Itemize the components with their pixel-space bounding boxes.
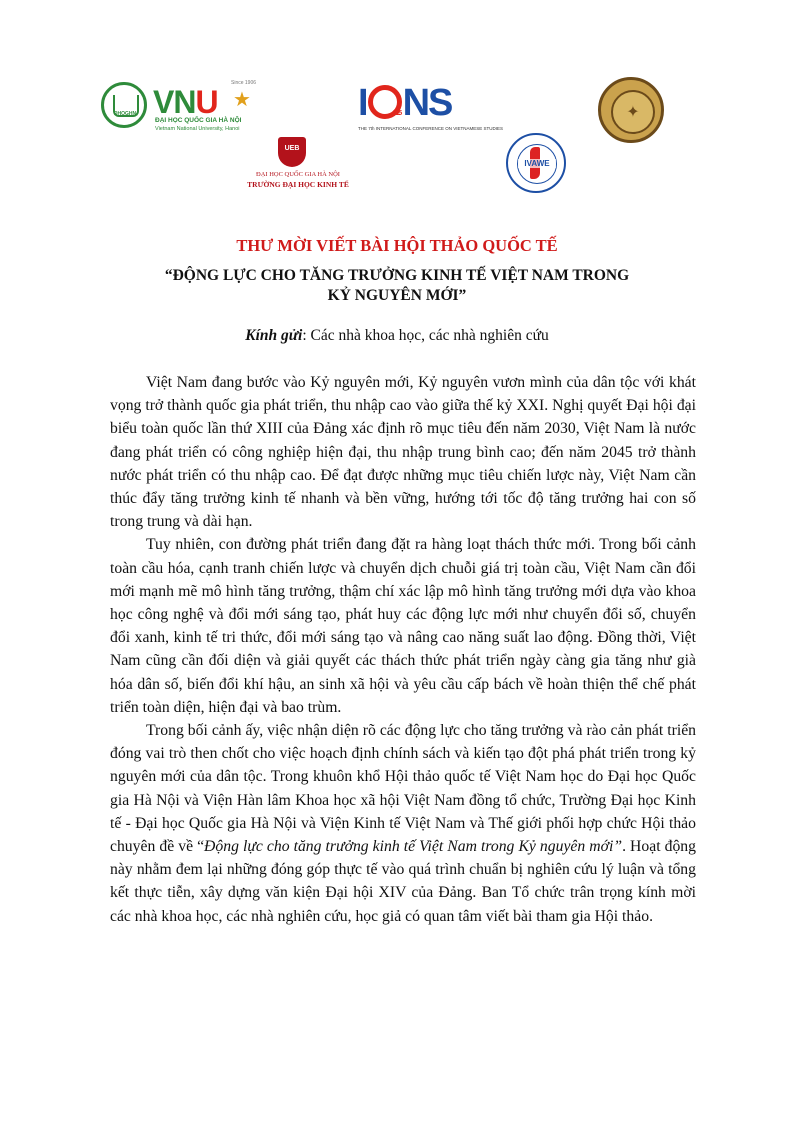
ivawe-text: IVAWE [518,159,556,168]
vnu-name-en: Vietnam National University, Hanoi [155,126,240,132]
letter-body [110,371,696,928]
icvns-wordmark: I 2025 NS [358,82,452,124]
vnu-wordmark: VNU [153,84,218,120]
icvns-tagline: THE 7th INTERNATIONAL CONFERENCE ON VIETNAMESE STUDIES [358,126,504,131]
vnu-name-vi: ĐẠI HỌC QUỐC GIA HÀ NỘI [155,117,242,124]
conference-theme-line1: “ĐỘNG LỰC CHO TĂNG TRƯỞNG KINH TẾ VIỆT NAM TRONG [164,267,630,284]
vnu-emblem-text: ĐHQGHN [113,111,137,117]
page-title: THƯ MỜI VIẾT BÀI HỘI THẢO QUỐC TẾ [236,236,558,255]
ueb-logo [238,137,358,187]
ueb-parent-name: ĐẠI HỌC QUỐC GIA HÀ NỘI [256,171,340,178]
theme-italic: Động lực cho tăng trưởng kinh tế Việt Nam trong Kỷ nguyên mới” [204,838,623,856]
paragraph-3: Trong bối cảnh ấy, việc nhận diện rõ các động lực cho tăng trưởng và rào cản phát triển đóng vai trò then chốt cho việc hoạch định chính sách và kiến tạo đột phá phát triển trong kỷ nguyên mới của dân tộc. Trong khuôn khổ Hội thảo quốc tế Việt Nam học do Đại học Quốc gia Hà Nội và Viện Hàn lâm Khoa học xã hội Việt Nam đồng tổ chức, Trường Đại học Kinh tế - Đại học Quốc gia Hà Nội và Viện Kinh tế Việt Nam và Thế giới phối hợp chức Hội thảo chuyên đề về “Động lực cho tăng trưởng kinh tế Việt Nam trong Kỷ nguyên mới”. Hoạt động này nhằm đem lại những đóng góp thực tế vào quá trình chuẩn bị nghiên cứu lý luận và tổng kết thực tiễn, xây dựng văn kiện Đại hội XIV của Đảng. Ban Tổ chức trân trọng kính mời các nhà khoa học, các nhà nghiên cứu, học giả có quan tâm viết bài tham gia Hội thảo. [110,722,696,925]
ueb-shield-icon: UEB [278,137,306,167]
paragraph-2: Tuy nhiên, con đường phát triển đang đặt ra hàng loạt thách thức mới. Trong bối cảnh toàn cầu hóa, cạnh tranh chiến lược và chuyển dịch chuỗi giá trị toàn cầu, Việt Nam cần đổi mới mạnh mẽ mô hình tăng trưởng, thậm chí xác lập mô hình tăng trưởng mới dựa vào khoa học công nghệ và đổi mới sáng tạo, phát huy các động lực mới như chuyển đổi số, chuyển đổi xanh, kinh tế tri thức, đổi mới sáng tạo và nâng cao năng suất lao động. Đồng thời, Việt Nam cũng cần đối diện và giải quyết các thách thức phát triển ngày càng gia tăng như già hóa dân số, biến đổi khí hậu, an sinh xã hội và yêu cầu cấp bách về hoàn thiện thể chế phát triển toàn diện, hiện đại và bao trùm. [110,536,696,716]
ivawe-logo [506,133,566,193]
icvns-ring-icon: 2025 [368,85,402,119]
greeting [0,327,794,345]
seal-emblem-icon: ✦ [626,104,640,121]
greeting-recipients: : Các nhà khoa học, các nhà nghiên cứu [302,327,549,344]
vnu-emblem-icon [101,82,147,128]
vnu-logo [101,80,261,132]
paragraph-1: Việt Nam đang bước vào Kỷ nguyên mới, Kỷ nguyên vươn mình của dân tộc với khát vọng trở thành quốc gia phát triển, thu nhập cao vào giữa thế kỷ XXI. Nghị quyết Đại hội đại biểu toàn quốc lần thứ XIII của Đảng xác định rõ mục tiêu đến năm 2030, Việt Nam là nước đang phát triển có công nghiệp hiện đại, thu nhập trung bình cao; đến năm 2045 trở thành nước phát triển có thu nhập cao. Để đạt được những mục tiêu chiến lược này, Việt Nam cần thúc đẩy tăng trưởng kinh tế nhanh và bền vững, hướng tới tốc độ tăng trưởng hai con số trong trung và dài hạn. [110,374,696,531]
ueb-school-name: TRƯỜNG ĐẠI HỌC KINH TẾ [247,180,349,189]
vnu-since: Since 1906 [231,80,257,86]
star-icon: ★ [233,89,251,111]
greeting-lead: Kính gửi [245,327,303,344]
icvns-logo [358,82,504,134]
conference-theme-line2: KỶ NGUYÊN MỚI” [327,287,467,304]
vass-seal-logo [598,77,664,143]
